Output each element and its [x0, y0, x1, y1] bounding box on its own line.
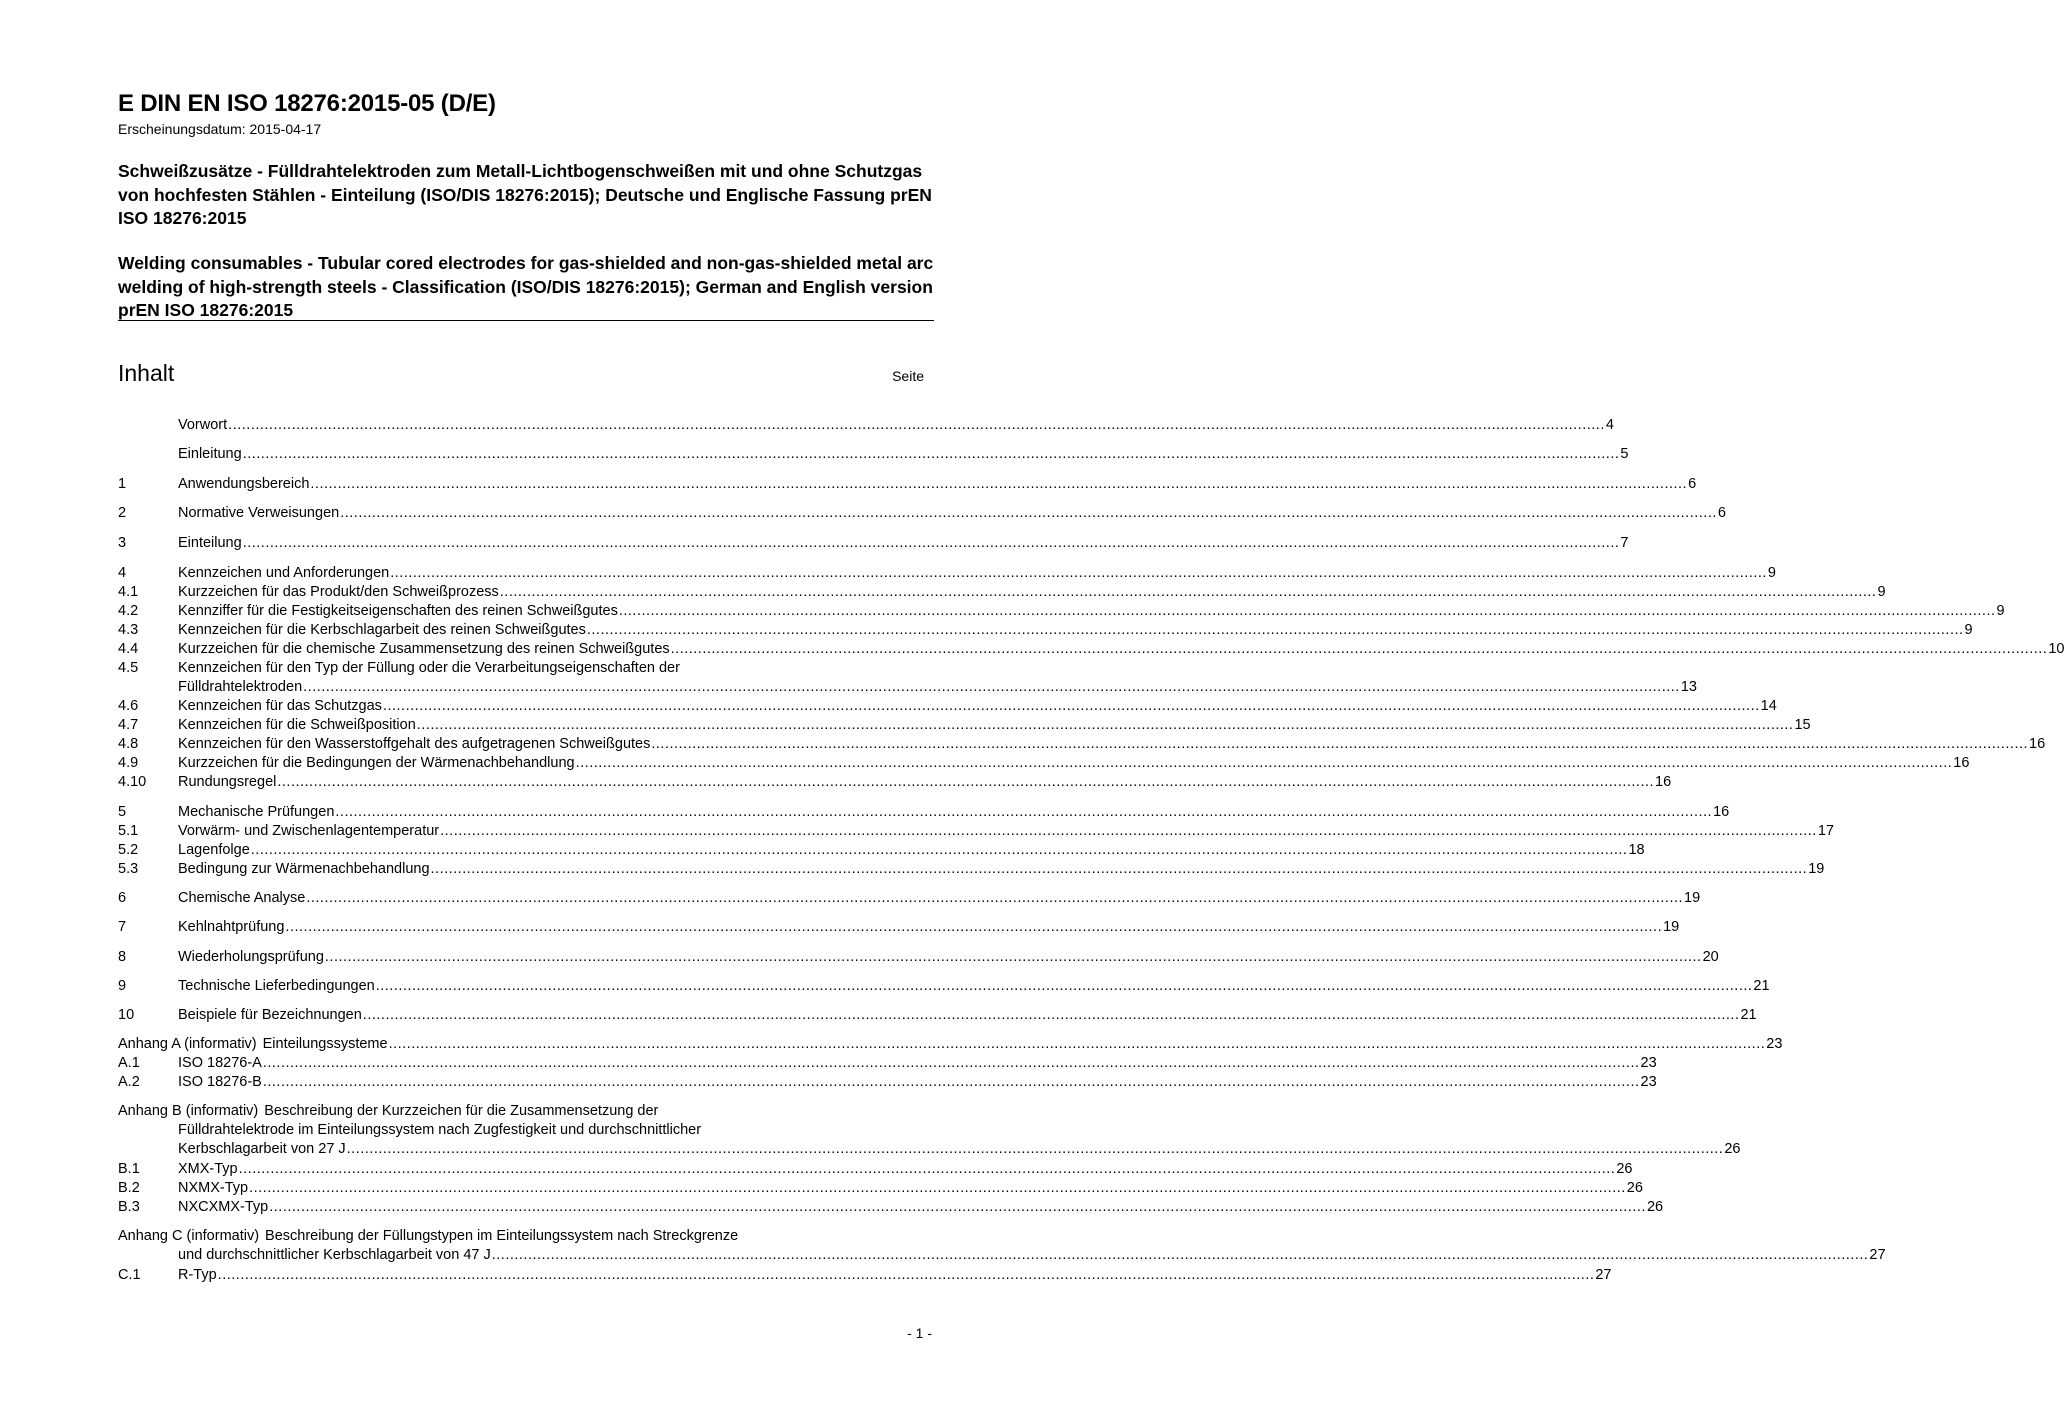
- toc-entry-title: Einteilungssysteme: [262, 1036, 388, 1052]
- toc-entry-title: Vorwort: [178, 417, 228, 433]
- title-english: Welding consumables - Tubular cored electrodes for gas-shielded and non-gas-shielded metal arc welding of high-strength steels - Classification (ISO/DIS 18276:2015); German and English version prEN ISO 18276:2015: [118, 253, 934, 320]
- footer-page-number: - 1 -: [907, 1325, 932, 1341]
- toc-entry-title: Wiederholungsprüfung: [178, 949, 324, 965]
- toc-entry: [118, 1179, 1643, 1198]
- toc-entry-page: 16: [1953, 755, 1970, 771]
- toc-entry: [118, 697, 1777, 716]
- toc-entry-continuation: [118, 1121, 931, 1140]
- toc-entry: [118, 918, 1680, 937]
- toc-entry-title: Lagenfolge: [178, 842, 250, 858]
- toc-entry-number: 4.9: [118, 755, 139, 771]
- toc-dot-leader: [277, 773, 1654, 792]
- toc-entry-page: 4: [1605, 417, 1614, 433]
- toc-dot-leader: [325, 948, 1702, 967]
- toc-entry-page: 26: [1646, 1199, 1664, 1215]
- toc-entry-title: Mechanische Prüfungen: [178, 804, 335, 820]
- toc-entry-number: 4.6: [118, 698, 139, 714]
- toc-entry: [118, 504, 1726, 523]
- toc-entry-page: 9: [1996, 603, 2005, 619]
- toc-entry-number: A.1: [118, 1055, 140, 1071]
- toc-dot-leader: [492, 1246, 1869, 1265]
- toc-entry-title: Kennzeichen für die Kerbschlagarbeit des reinen Schweißgutes: [178, 622, 586, 638]
- toc-entry-number: 7: [118, 919, 127, 935]
- toc-entry-number: C.1: [118, 1267, 141, 1283]
- toc-entry-page: 20: [1702, 949, 1719, 965]
- toc-entry-page: 6: [1688, 476, 1697, 492]
- toc-entry-title-continuation: Kerbschlagarbeit von 27 J: [178, 1141, 346, 1157]
- toc-entry-page: 21: [1753, 978, 1770, 994]
- toc-entry-number: 4.7: [118, 717, 139, 733]
- toc-entry-title: Kennziffer für die Festigkeitseigenschaften des reinen Schweißgutes: [178, 603, 618, 619]
- toc-entry-number: 4: [118, 565, 127, 581]
- toc-entry-number: 9: [118, 978, 127, 994]
- toc-entry-title: XMX-Typ: [178, 1161, 238, 1177]
- toc-dot-leader: [285, 918, 1662, 937]
- toc-entry: [118, 1198, 1664, 1217]
- toc-entry: [118, 564, 1776, 583]
- toc-annex-info: (informativ): [185, 1103, 259, 1119]
- toc-dot-leader: [269, 1198, 1646, 1217]
- toc-entry: [118, 1160, 1633, 1179]
- toc-entry-page: 26: [1724, 1141, 1741, 1157]
- toc-entry-page: 6: [1717, 505, 1726, 521]
- toc-entry-number: 4.5: [118, 660, 139, 676]
- toc-entry: [118, 860, 1825, 879]
- toc-entry-title: Kennzeichen für die Schweißposition: [178, 717, 416, 733]
- toc-entry-page: 26: [1626, 1180, 1643, 1196]
- toc-entry-number: 5.2: [118, 842, 139, 858]
- toc-dot-leader: [587, 621, 1964, 640]
- toc-heading: Inhalt: [118, 360, 175, 386]
- toc-entry-page: 16: [2029, 736, 2046, 752]
- toc-entry: [118, 773, 1672, 792]
- title-german: Schweißzusätze - Fülldrahtelektroden zum Metall-Lichtbogenschweißen mit und ohne Schutzgas von hochfesten Stählen - Einteilung (ISO/DIS 18276:2015); Deutsche und Englische Fassung prEN ISO 18276:2015: [118, 161, 932, 228]
- toc-entry-page: 21: [1740, 1007, 1757, 1023]
- toc-entry-continuation: [118, 678, 1697, 697]
- toc-entry-number: 5.3: [118, 861, 139, 877]
- toc-dot-leader: [347, 1140, 1724, 1159]
- toc-entry: [118, 1035, 1783, 1054]
- toc-dot-leader: [340, 504, 1717, 523]
- toc-entry-page: 7: [1620, 535, 1629, 551]
- toc-page-label: Seite: [892, 368, 924, 384]
- toc-annex-label: [118, 1102, 258, 1121]
- toc-entry-number: 5.1: [118, 823, 139, 839]
- toc-dot-leader: [500, 583, 1877, 602]
- toc-entry-title: Kennzeichen für das Schutzgas: [178, 698, 382, 714]
- toc-entry-continuation: [118, 1140, 1741, 1159]
- toc-entry-number: 10: [118, 1007, 135, 1023]
- toc-entry-page: 27: [1869, 1247, 1886, 1263]
- toc-dot-leader: [651, 735, 2028, 754]
- toc-entry-title: Bedingung zur Wärmenachbehandlung: [178, 861, 430, 877]
- toc-entry-title: Beispiele für Bezeichnungen: [178, 1007, 362, 1023]
- toc-entry-number: 3: [118, 535, 127, 551]
- toc-dot-leader: [239, 1160, 1616, 1179]
- toc-entry-number: 8: [118, 949, 127, 965]
- toc-entry: [118, 659, 931, 678]
- toc-entry: [118, 1266, 1612, 1285]
- toc-entry-title-continuation: Fülldrahtelektrode im Einteilungssystem nach Zugfestigkeit und durchschnittlicher: [178, 1122, 702, 1138]
- toc-entry-page: 23: [1640, 1074, 1657, 1090]
- toc-entry-title: ISO 18276-B: [178, 1074, 262, 1090]
- toc-entry: [118, 534, 1629, 553]
- toc-entry-title: Beschreibung der Kurzzeichen für die Zusammensetzung der: [264, 1103, 659, 1119]
- toc-entry-title: Kennzeichen für den Typ der Füllung oder die Verarbeitungseigenschaften der: [178, 660, 680, 676]
- toc-entry-page: 9: [1964, 622, 1973, 638]
- toc-entry-number: 2: [118, 505, 127, 521]
- toc-entry: [118, 445, 1629, 464]
- toc-entry-title: Einteilung: [178, 535, 242, 551]
- toc-dot-leader: [389, 1035, 1766, 1054]
- toc-entry-number: A.2: [118, 1074, 140, 1090]
- toc-entry: [118, 977, 1770, 996]
- toc-entry-page: 13: [1680, 679, 1697, 695]
- toc-entry-page: 19: [1663, 919, 1680, 935]
- toc-dot-leader: [576, 754, 1953, 773]
- toc-entry-title-continuation: Fülldrahtelektroden: [178, 679, 303, 695]
- toc-entry-number: 4.8: [118, 736, 139, 752]
- toc-entry-page: 5: [1620, 446, 1629, 462]
- toc-entry: [118, 416, 1614, 435]
- toc-entry-title-continuation: und durchschnittlicher Kerbschlagarbeit von 47 J: [178, 1247, 491, 1263]
- toc-entry-title: Kurzzeichen für die Bedingungen der Wärmenachbehandlung: [178, 755, 575, 771]
- toc-entry-title: R-Typ: [178, 1267, 217, 1283]
- toc-entry-page: 26: [1616, 1161, 1633, 1177]
- toc-entry-page: 17: [1817, 823, 1834, 839]
- toc-annex-info: (informativ): [186, 1228, 260, 1244]
- toc-entry-page: 19: [1808, 861, 1825, 877]
- toc-entry-title: Kehlnahtprüfung: [178, 919, 285, 935]
- toc-dot-leader: [671, 640, 2048, 659]
- toc-entry: [118, 1227, 931, 1246]
- toc-entry-page: 23: [1766, 1036, 1783, 1052]
- toc-entry-number: 5: [118, 804, 127, 820]
- toc-entry: [118, 754, 1970, 773]
- toc-entry-number: B.1: [118, 1161, 140, 1177]
- toc-dot-leader: [363, 1006, 1740, 1025]
- toc-entry: [118, 716, 1811, 735]
- toc-annex-info: (informativ): [184, 1036, 257, 1052]
- toc-dot-leader: [243, 445, 1620, 464]
- toc-entry-page: 9: [1877, 584, 1886, 600]
- toc-entry-title: Vorwärm- und Zwischenlagentemperatur: [178, 823, 440, 839]
- toc-entry-number: B.3: [118, 1199, 140, 1215]
- toc-entry-page: 16: [1713, 804, 1730, 820]
- toc-dot-leader: [417, 716, 1794, 735]
- toc-entry-title: Normative Verweisungen: [178, 505, 340, 521]
- toc-dot-leader: [243, 534, 1620, 553]
- toc-annex-name: Anhang A: [118, 1036, 181, 1052]
- toc-entry: [118, 475, 1697, 494]
- toc-entry-title: Technische Lieferbedingungen: [178, 978, 375, 994]
- toc-entry-number: 4.10: [118, 774, 147, 790]
- toc-entry-page: 10: [2048, 641, 2064, 657]
- toc-entry: [118, 803, 1730, 822]
- toc-entry-title: Kennzeichen für den Wasserstoffgehalt des aufgetragenen Schweißgutes: [178, 736, 651, 752]
- toc-entry: [118, 1073, 1657, 1092]
- toc-dot-leader: [390, 564, 1767, 583]
- toc-entry: [118, 1006, 1757, 1025]
- toc-entry-title: Kurzzeichen für die chemische Zusammensetzung des reinen Schweißgutes: [178, 641, 670, 657]
- toc-entry: [118, 948, 1719, 967]
- toc-entry-page: 14: [1760, 698, 1777, 714]
- toc-entry-title: NXCXMX-Typ: [178, 1199, 269, 1215]
- toc-entry-page: 23: [1640, 1055, 1657, 1071]
- toc-entry-title: Kurzzeichen für das Produkt/den Schweißprozess: [178, 584, 499, 600]
- toc-entry: [118, 621, 1973, 640]
- toc-entry: [118, 602, 2005, 621]
- toc-entry-title: NXMX-Typ: [178, 1180, 249, 1196]
- toc-entry-title: Kennzeichen und Anforderungen: [178, 565, 390, 581]
- toc-entry-page: 9: [1767, 565, 1776, 581]
- toc-entry: [118, 841, 1645, 860]
- toc-entry: [118, 735, 2046, 754]
- toc-dot-leader: [306, 889, 1683, 908]
- toc-entry-page: 27: [1595, 1267, 1612, 1283]
- toc-entry-number: 4.4: [118, 641, 139, 657]
- toc-annex-label: [118, 1227, 259, 1246]
- toc-dot-leader: [263, 1073, 1640, 1092]
- toc-entry-number: 4.2: [118, 603, 139, 619]
- toc-entry: [118, 583, 1886, 602]
- toc-entry-page: 19: [1684, 890, 1701, 906]
- toc-entry-title: Rundungsregel: [178, 774, 277, 790]
- toc-dot-leader: [263, 1054, 1640, 1073]
- toc-dot-leader: [228, 416, 1605, 435]
- toc-entry-title: ISO 18276-A: [178, 1055, 262, 1071]
- toc-annex-name: Anhang B: [118, 1103, 182, 1119]
- toc-entry-title: Beschreibung der Füllungstypen im Einteilungssystem nach Streckgrenze: [265, 1228, 739, 1244]
- toc-entry-number: 4.1: [118, 584, 139, 600]
- toc-dot-leader: [335, 803, 1712, 822]
- toc-dot-leader: [218, 1266, 1595, 1285]
- toc-dot-leader: [376, 977, 1753, 996]
- toc-entry-number: 6: [118, 890, 127, 906]
- toc-dot-leader: [619, 602, 1996, 621]
- toc-dot-leader: [249, 1179, 1626, 1198]
- toc-entry: [118, 1054, 1657, 1073]
- toc-entry-continuation: [118, 1246, 1886, 1265]
- toc-entry: [118, 640, 2064, 659]
- toc-annex-name: Anhang C: [118, 1228, 183, 1244]
- toc-entry-number: B.2: [118, 1180, 140, 1196]
- toc-dot-leader: [431, 860, 1808, 879]
- toc-annex-label: [118, 1035, 257, 1054]
- toc-entry-page: 16: [1655, 774, 1672, 790]
- title-divider: [118, 320, 934, 321]
- toc-entry: [118, 822, 1834, 841]
- toc-entry: [118, 889, 1701, 908]
- toc-entry-page: 15: [1794, 717, 1811, 733]
- toc-dot-leader: [251, 841, 1628, 860]
- toc-entry-number: 4.3: [118, 622, 139, 638]
- toc-entry-number: 1: [118, 476, 127, 492]
- toc-entry: [118, 1102, 931, 1121]
- toc-dot-leader: [310, 475, 1687, 494]
- toc-dot-leader: [303, 678, 1680, 697]
- toc-dot-leader: [383, 697, 1760, 716]
- publication-date: Erscheinungsdatum: 2015-04-17: [118, 121, 322, 137]
- toc-entry-page: 18: [1628, 842, 1645, 858]
- document-id: E DIN EN ISO 18276:2015-05 (D/E): [118, 90, 496, 117]
- toc-entry-title: Chemische Analyse: [178, 890, 306, 906]
- toc-entry-title: Einleitung: [178, 446, 242, 462]
- toc-entry-title: Anwendungsbereich: [178, 476, 310, 492]
- toc-dot-leader: [440, 822, 1817, 841]
